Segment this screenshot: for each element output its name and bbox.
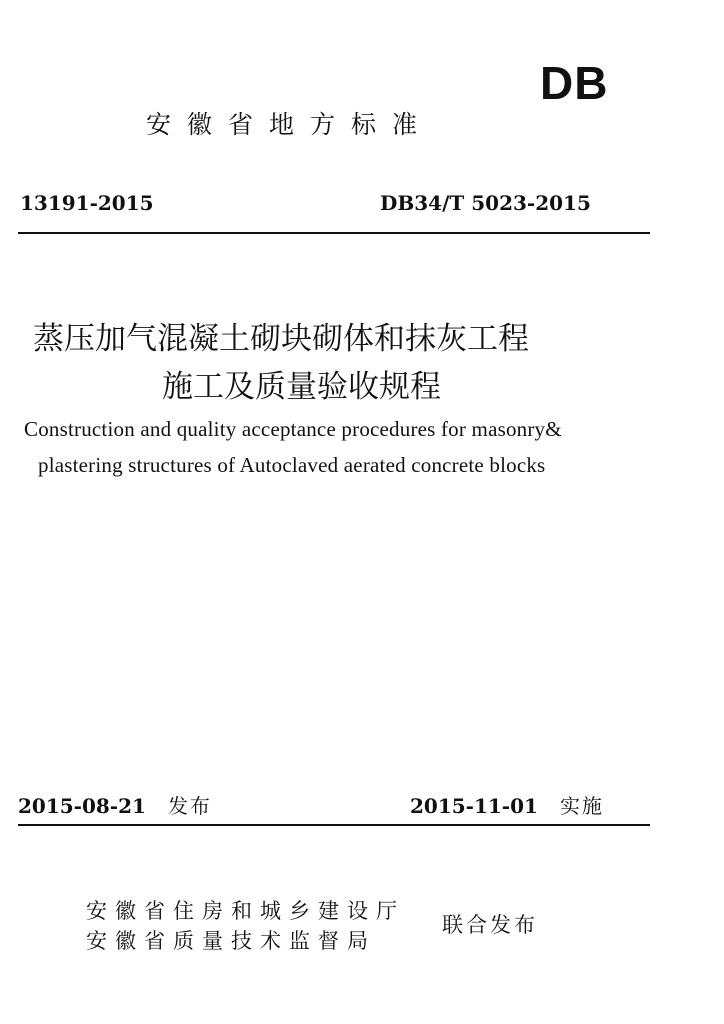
- publish-date-block: [18, 796, 212, 816]
- title-chinese-line-2: 施工及质量验收规程: [162, 369, 441, 405]
- title-english-line-2: plastering structures of Autoclaved aerated concrete blocks: [38, 453, 546, 477]
- implement-date: 2015-11-01: [410, 794, 538, 818]
- db-mark: DB: [540, 57, 609, 109]
- implement-date-block: [410, 796, 604, 816]
- standard-type-heading: 安徽省地方标准: [146, 110, 434, 139]
- dates-divider: [18, 824, 650, 826]
- publish-label: 发布: [167, 794, 212, 818]
- joint-issue-label: 联合发布: [442, 913, 538, 937]
- implement-label: 实施: [559, 794, 604, 818]
- issuer-quality-bureau: 安徽省质量技术监督局: [86, 929, 376, 953]
- issuer-housing-department: 安徽省住房和城乡建设厅: [86, 899, 405, 923]
- publish-date: 2015-08-21: [18, 794, 146, 818]
- title-chinese-line-1: 蒸压加气混凝土砌块砌体和抹灰工程: [33, 321, 529, 357]
- standard-code: DB34/T 5023-2015: [380, 191, 591, 215]
- record-number: 13191-2015: [20, 191, 154, 215]
- title-english-line-1: Construction and quality acceptance procedures for masonry&: [24, 417, 562, 441]
- header-divider: [18, 232, 650, 234]
